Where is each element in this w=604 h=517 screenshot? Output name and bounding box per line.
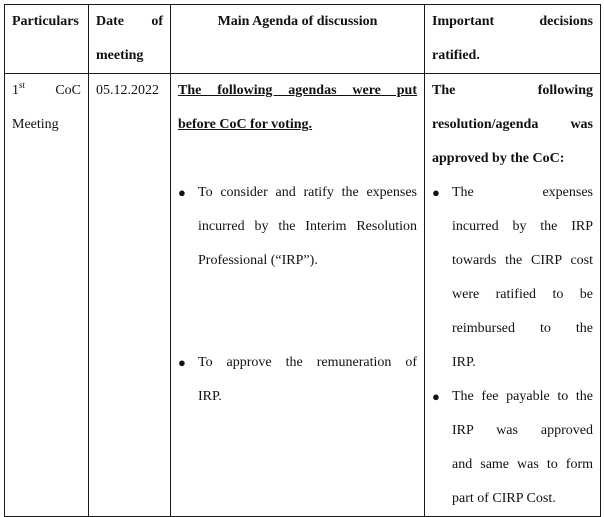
table-header-row [5,5,601,74]
decision-intro-line2: resolution/agenda was [432,117,593,132]
cell-particulars [5,74,89,517]
particulars-line1: 1st CoC [12,80,81,98]
header-date [89,5,171,74]
decision-item: ● The fee payable to the IRP was approved and same was to form part of CIRP Cost. [432,380,593,516]
decision-item: ● The expenses incurred by the IRP towards the CIRP cost were ratified to be reimbursed to the IRP. [432,176,593,380]
agenda-item: ● To consider and ratify the expenses incurred by the Interim Resolution Professional (“IRP”). [178,176,417,278]
header-decisions-line2: ratified. [432,48,480,63]
header-decisions-line1: Important decisions [432,14,593,29]
bullet-icon: ● [178,355,186,370]
header-date-line2: meeting [96,48,144,63]
header-decisions [425,5,601,74]
cell-date: 05.12.2022 [89,74,171,517]
agenda-intro-line2: before CoC for voting. [178,117,313,132]
header-agenda: Main Agenda of discussion [171,5,425,74]
bullet-icon: ● [432,185,440,200]
cell-decisions [425,74,601,517]
decision-intro-line1: The following [432,83,593,98]
header-particulars: Particulars [5,5,89,74]
bullet-icon: ● [178,185,186,200]
decision-intro-line3: approved by the CoC: [432,151,565,166]
bullet-icon: ● [432,389,440,404]
table-row [5,74,601,517]
agenda-item: ● To approve the remuneration of IRP. [178,346,417,414]
cell-agenda [171,74,425,517]
header-date-line1: Date of [96,14,163,29]
meetings-table [4,4,601,517]
particulars-line2: Meeting [12,117,59,132]
agenda-intro-line1: The following agendas were put [178,83,417,98]
